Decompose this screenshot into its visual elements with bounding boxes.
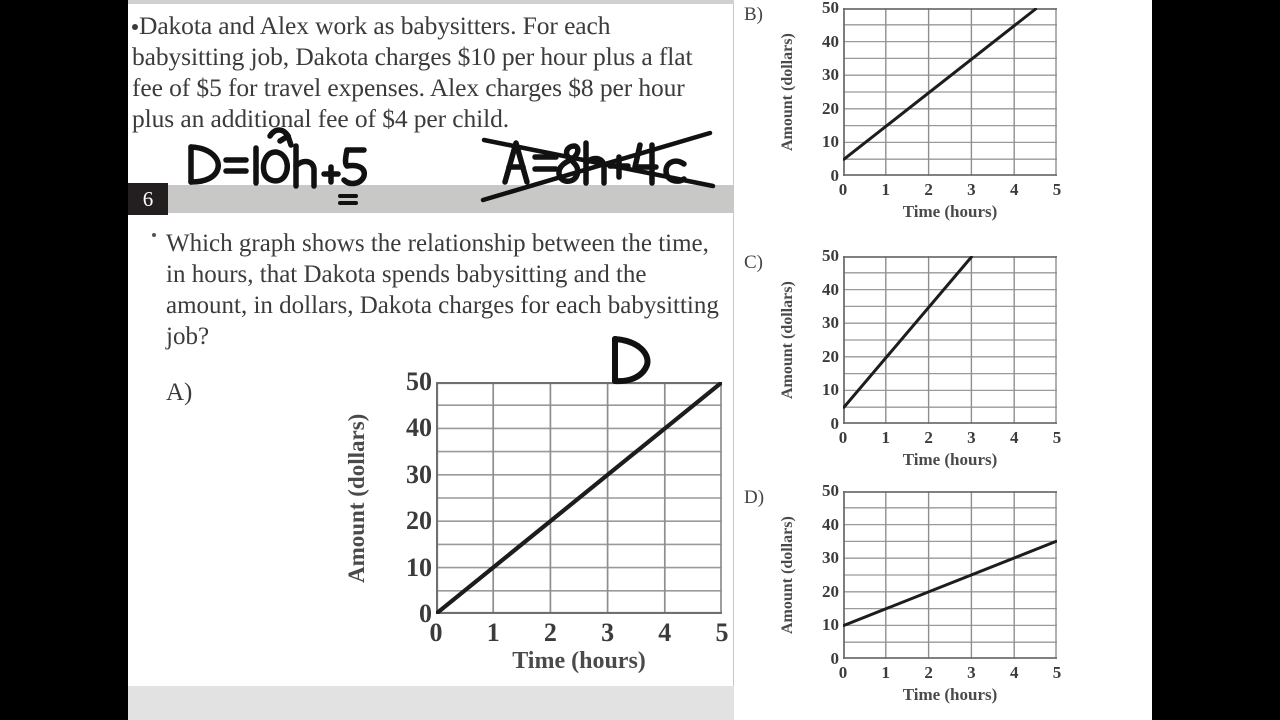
x-tick: 2 [543, 618, 557, 647]
y-tick: 20 [822, 581, 839, 601]
graph-c-yticks [799, 246, 839, 433]
graph-d-yticks [799, 481, 839, 668]
x-tick: 5 [715, 618, 729, 647]
right-letterbox-margin [1152, 0, 1280, 720]
graph-b-plot-area [843, 8, 1057, 176]
graph-b-ylabel: Amount (dollars) [779, 33, 796, 151]
choice-b-graph[interactable] [735, 2, 1152, 237]
answer-choices-column [735, 0, 1152, 720]
x-tick: 5 [1052, 663, 1062, 682]
graph-b-xlabel: Time (hours) [902, 202, 998, 221]
x-tick: 5 [1052, 180, 1062, 199]
graph-a-xlabel: Time (hours) [512, 648, 646, 674]
problem-stem [132, 10, 722, 134]
question-number-badge [128, 183, 168, 215]
y-tick: 40 [822, 514, 839, 534]
graph-a-svg [436, 382, 722, 614]
graph-b-svg [843, 8, 1057, 176]
choice-a-label[interactable]: A) [166, 379, 193, 406]
y-tick: 50 [822, 0, 839, 17]
y-tick: 0 [830, 414, 839, 433]
left-letterbox-margin [0, 0, 128, 720]
graph-d-svg [843, 491, 1057, 659]
choice-c-graph[interactable] [735, 246, 1152, 485]
x-tick: 3 [601, 618, 615, 647]
y-tick: 30 [406, 459, 432, 489]
choice-d-graph[interactable] [735, 481, 1152, 720]
graph-c-xticks [838, 428, 1062, 450]
choice-c-label[interactable]: C) [744, 252, 763, 273]
y-tick: 10 [822, 132, 839, 152]
y-tick: 20 [406, 506, 432, 536]
x-tick: 3 [967, 428, 976, 447]
x-tick: 4 [1009, 428, 1019, 447]
stem-bullet-icon [132, 24, 138, 30]
x-tick: 1 [881, 180, 891, 199]
y-tick: 10 [406, 552, 432, 582]
y-tick: 30 [822, 313, 839, 333]
x-tick: 0 [429, 618, 443, 647]
panel-bottom-band [128, 686, 734, 720]
y-tick: 20 [822, 98, 839, 118]
x-tick: 2 [924, 428, 933, 447]
question-number-label: 6 [142, 187, 154, 211]
graph-d-ylabel: Amount (dollars) [779, 516, 796, 634]
x-tick: 1 [881, 428, 891, 447]
y-tick: 30 [822, 548, 839, 568]
graph-d-plot-area [843, 491, 1057, 659]
x-tick: 0 [838, 180, 848, 199]
graph-c-ylabel: Amount (dollars) [779, 281, 796, 399]
x-tick: 0 [838, 663, 848, 682]
y-tick: 40 [406, 413, 432, 443]
y-tick: 50 [822, 246, 839, 265]
graph-a-yticks [374, 367, 432, 628]
graph-b-yticks [799, 0, 839, 185]
x-tick: 5 [1052, 428, 1062, 447]
y-tick: 20 [822, 346, 839, 366]
choice-a-graph[interactable] [340, 368, 740, 673]
x-tick: 0 [838, 428, 848, 447]
x-tick: 3 [967, 180, 976, 199]
question-bullet-icon [152, 233, 156, 237]
graph-b-xticks [838, 180, 1062, 202]
x-tick: 1 [486, 618, 500, 647]
x-tick: 4 [1009, 180, 1019, 199]
graph-a-ylabel: Amount (dollars) [344, 413, 369, 583]
x-tick: 2 [924, 663, 933, 682]
graph-d-xlabel: Time (hours) [902, 685, 998, 704]
graph-a-xticks [429, 618, 729, 648]
graph-c-plot-area [843, 256, 1057, 424]
y-tick: 0 [419, 599, 432, 628]
panel-top-rule [128, 0, 734, 4]
y-tick: 10 [822, 615, 839, 635]
y-tick: 50 [406, 367, 432, 396]
choice-b-label[interactable]: B) [744, 4, 763, 25]
graph-c-svg [843, 256, 1057, 424]
graph-d-xticks [838, 663, 1062, 685]
problem-stem-text: Dakota and Alex work as babysitters. For each babysitting job, Dakota charges $10 per hour plus a flat fee of $5 for travel expenses. Alex charges $8 per hour plus an additional fee of $4 per child. [132, 11, 693, 133]
y-tick: 50 [822, 481, 839, 500]
worksheet-canvas [128, 0, 1152, 720]
y-tick: 40 [822, 279, 839, 299]
y-tick: 0 [830, 166, 839, 185]
graph-c-xlabel: Time (hours) [902, 450, 998, 469]
problem-text-panel [128, 0, 734, 720]
x-tick: 2 [924, 180, 933, 199]
y-tick: 0 [830, 649, 839, 668]
x-tick: 3 [967, 663, 976, 682]
y-tick: 30 [822, 65, 839, 85]
x-tick: 4 [1009, 663, 1019, 682]
x-tick: 4 [658, 618, 672, 647]
question-number-bar [128, 185, 734, 213]
graph-a-plot-area [436, 382, 722, 614]
x-tick: 1 [881, 663, 891, 682]
y-tick: 10 [822, 380, 839, 400]
question-text: Which graph shows the relationship between the time, in hours, that Dakota spends babysitting and the amount, in dollars, Dakota charges for each babysitting job? [166, 230, 719, 350]
choice-d-label[interactable]: D) [744, 487, 765, 508]
y-tick: 40 [822, 31, 839, 51]
